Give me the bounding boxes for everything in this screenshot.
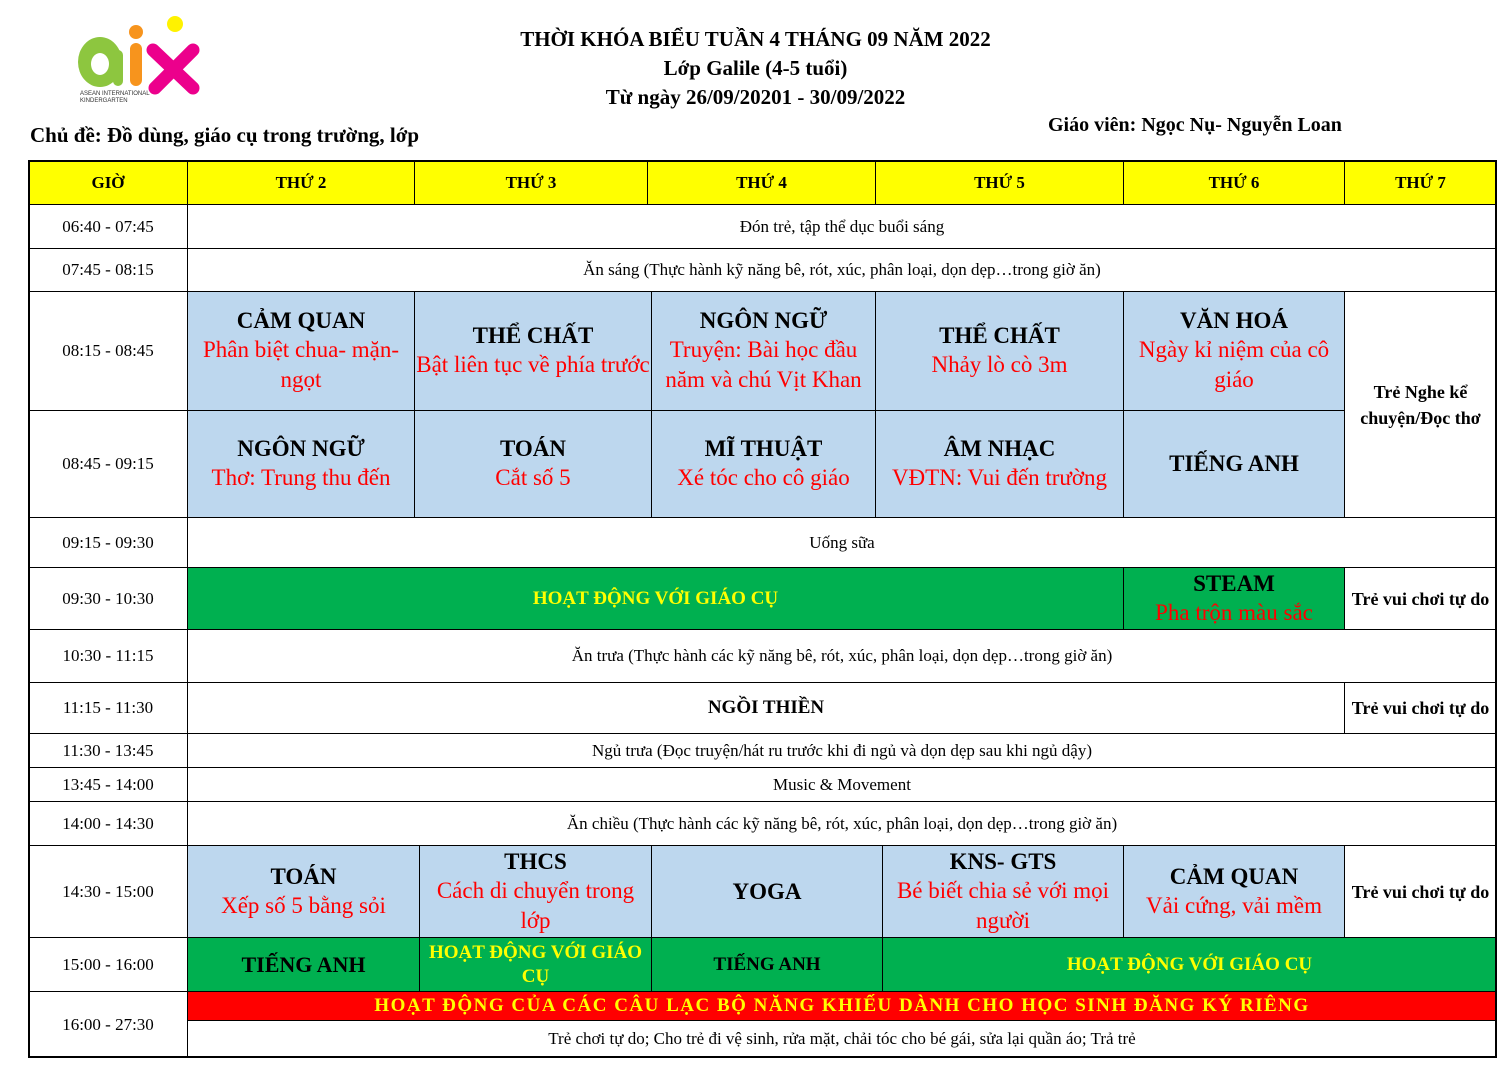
time-slot: 11:30 - 13:45 <box>28 733 188 768</box>
svg-text:KINDERGARTEN: KINDERGARTEN <box>80 98 128 104</box>
activity-label: Thơ: Trung thu đến <box>211 465 391 490</box>
saturday-activity: Trẻ vui chơi tự do <box>1351 881 1490 902</box>
saturday-free-play-cell <box>1344 567 1497 630</box>
activity-label: Vải cứng, vải mềm <box>1146 892 1322 918</box>
afternoon-snack: Ăn chiều (Thực hành các kỹ năng bê, rót, xúc, phân loại, dọn dẹp…trong giờ ăn) <box>187 801 1497 846</box>
time-slot: 16:00 - 27:30 <box>28 991 188 1058</box>
activity-label: Pha trộn màu sắc <box>1155 599 1313 625</box>
class-line: Lớp Galile (4-5 tuổi) <box>663 56 848 80</box>
subject-label: YOGA <box>732 878 802 904</box>
topic-label: Chủ đề: Đồ dùng, giáo cụ trong trường, lớp <box>30 123 420 147</box>
subject-label: THỂ CHẤT <box>939 323 1060 348</box>
nap-time: Ngủ trưa (Đọc truyện/hát ru trước khi đi ngủ và dọn dẹp sau khi ngủ dậy) <box>187 733 1497 768</box>
lesson-cell <box>651 845 883 938</box>
materials-activity-cell <box>419 937 652 992</box>
activity-label: Phân biệt chua- mặn- ngọt <box>202 337 400 392</box>
subject-label: TIẾNG ANH <box>241 951 366 977</box>
lesson-cell <box>875 410 1124 518</box>
time-slot: 08:45 - 09:15 <box>28 410 188 518</box>
lesson-cell <box>187 845 420 938</box>
subject-label: KNS- GTS <box>949 848 1057 874</box>
time-slot: 11:15 - 11:30 <box>28 682 188 734</box>
lesson-cell <box>1123 845 1345 938</box>
lesson-cell <box>882 845 1124 938</box>
time-slot: 13:45 - 14:00 <box>28 767 188 802</box>
subject-label: STEAM <box>1193 570 1275 596</box>
pickup-time: Trẻ chơi tự do; Cho trẻ đi vệ sinh, rửa mặt, chải tóc cho bé gái, sửa lại quần áo; Trả trẻ <box>187 1020 1497 1058</box>
subject-label: THỂ CHẤT <box>472 323 594 348</box>
date-range: Từ ngày 26/09/20201 - 30/09/2022 <box>605 85 906 109</box>
subject-label: ÂM NHẠC <box>943 436 1056 461</box>
header-sat: THỨ 7 <box>1344 160 1497 205</box>
header-tue: THỨ 3 <box>414 160 648 205</box>
time-slot: 15:00 - 16:00 <box>28 937 188 992</box>
subject-label: TIẾNG ANH <box>1169 451 1299 476</box>
lesson-cell <box>414 410 652 518</box>
time-slot: 08:15 - 08:45 <box>28 291 188 411</box>
materials-activity-label: HOẠT ĐỘNG VỚI GIÁO CỤ <box>1066 953 1313 975</box>
subject-label: TIẾNG ANH <box>713 953 821 975</box>
teacher-label: Giáo viên: Ngọc Nụ- Nguyễn Loan <box>1048 114 1342 136</box>
lesson-cell <box>187 291 415 411</box>
header-time: GIỜ <box>28 160 188 205</box>
time-slot: 14:00 - 14:30 <box>28 801 188 846</box>
materials-activity-label: HOẠT ĐỘNG VỚI GIÁO CỤ <box>428 941 643 987</box>
materials-activity-cell <box>882 937 1497 992</box>
saturday-free-play-cell <box>1344 845 1497 938</box>
lesson-cell <box>651 410 876 518</box>
english-cell <box>187 937 420 992</box>
subject-label: VĂN HOÁ <box>1180 308 1288 333</box>
meditation-cell <box>187 682 1345 734</box>
activity-label: Xé tóc cho cô giáo <box>677 465 850 490</box>
activity-label: Nhảy lò cò 3m <box>931 352 1068 377</box>
header-thu: THỨ 5 <box>875 160 1124 205</box>
saturday-activity: Trẻ vui chơi tự do <box>1351 588 1490 609</box>
activity-label: Ngày kỉ niệm của cô giáo <box>1138 337 1330 392</box>
club-activities-banner <box>187 991 1497 1021</box>
lunch: Ăn trưa (Thực hành các kỹ năng bê, rót, xúc, phân loại, dọn dẹp…trong giờ ăn) <box>187 629 1497 683</box>
activity-label: Bật liên tục về phía trước <box>416 352 650 377</box>
lesson-cell <box>1123 291 1345 411</box>
saturday-activity: Trẻ Nghe kể chuyện/Đọc thơ <box>1360 381 1481 428</box>
meditation-label: NGỒI THIỀN <box>707 697 825 718</box>
lesson-cell <box>419 845 652 938</box>
time-slot: 06:40 - 07:45 <box>28 204 188 249</box>
schedule-title: THỜI KHÓA BIỂU TUẦN 4 THÁNG 09 NĂM 2022 <box>520 27 991 51</box>
time-slot: 07:45 - 08:15 <box>28 248 188 292</box>
header-wed: THỨ 4 <box>647 160 876 205</box>
time-slot: 10:30 - 11:15 <box>28 629 188 683</box>
lesson-cell <box>875 291 1124 411</box>
club-activities-label: HOẠT ĐỘNG CỦA CÁC CÂU LẠC BỘ NĂNG KHIẾU DÀNH CHO HỌC SINH ĐĂNG KÝ RIÊNG <box>374 995 1310 1016</box>
header-fri: THỨ 6 <box>1123 160 1345 205</box>
subject-label: NGÔN NGỮ <box>699 308 828 333</box>
materials-activity-label: HOẠT ĐỘNG VỚI GIÁO CỤ <box>532 587 779 609</box>
subject-label: NGÔN NGỮ <box>237 436 365 461</box>
time-slot: 14:30 - 15:00 <box>28 845 188 938</box>
activity-label: Bé biết chia sẻ với mọi người <box>896 877 1110 933</box>
music-movement: Music & Movement <box>187 767 1497 802</box>
subject-label: THCS <box>504 848 567 874</box>
saturday-story-cell <box>1344 291 1497 518</box>
activity-label: VĐTN: Vui đến trường <box>891 465 1108 490</box>
lesson-cell <box>414 291 652 411</box>
activity-label: Cách di chuyển trong lớp <box>436 877 635 933</box>
steam-cell <box>1123 567 1345 630</box>
lesson-cell <box>187 410 415 518</box>
saturday-activity: Trẻ vui chơi tự do <box>1351 698 1490 718</box>
lesson-cell <box>1123 410 1345 518</box>
saturday-free-play-cell <box>1344 682 1497 734</box>
materials-activity-cell <box>187 567 1124 630</box>
english-cell <box>651 937 883 992</box>
activity-label: Cắt số 5 <box>495 465 571 490</box>
subject-label: TOÁN <box>270 863 337 889</box>
subject-label: CẢM QUAN <box>236 308 366 333</box>
time-slot: 09:15 - 09:30 <box>28 517 188 568</box>
svg-text:ASEAN INTERNATIONAL: ASEAN INTERNATIONAL <box>80 91 150 97</box>
subject-label: TOÁN <box>499 436 567 461</box>
subject-label: MĨ THUẬT <box>704 436 823 461</box>
morning-arrival: Đón trẻ, tập thể dục buổi sáng <box>187 204 1497 249</box>
header-mon: THỨ 2 <box>187 160 415 205</box>
activity-label: Xếp số 5 bằng sỏi <box>221 892 386 918</box>
breakfast: Ăn sáng (Thực hành kỹ năng bê, rót, xúc, phân loại, dọn dẹp…trong giờ ăn) <box>187 248 1497 292</box>
time-slot: 09:30 - 10:30 <box>28 567 188 630</box>
lesson-cell <box>651 291 876 411</box>
subject-label: CẢM QUAN <box>1169 863 1299 889</box>
milk-break: Uống sữa <box>187 517 1497 568</box>
activity-label: Truyện: Bài học đầu năm và chú Vịt Khan <box>665 337 862 392</box>
